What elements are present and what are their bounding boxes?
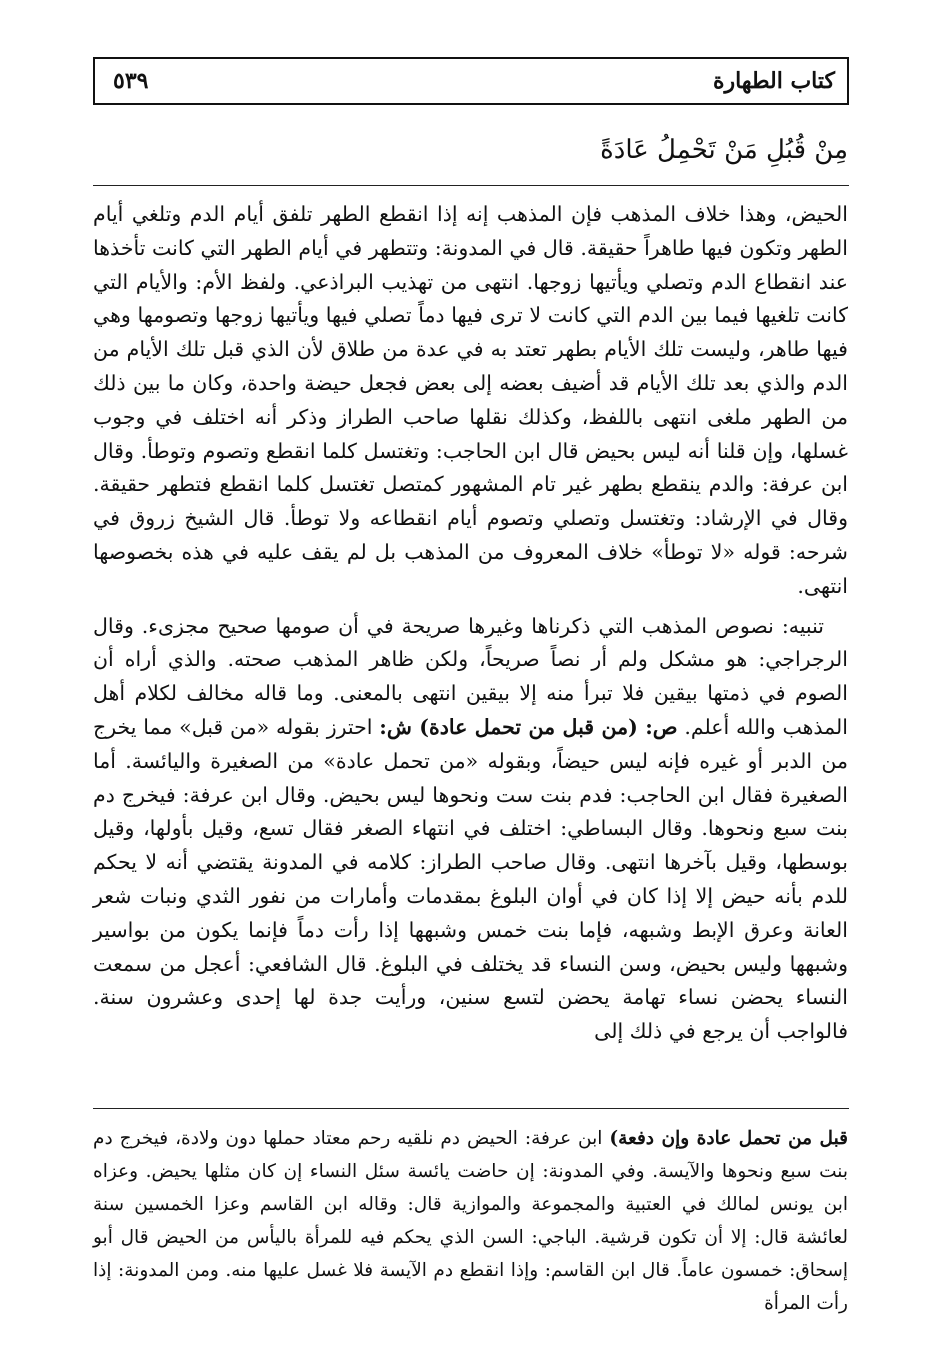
- footnote-lead: قبل من تحمل عادة وإن دفعة): [609, 1128, 848, 1149]
- paragraph-text: تنبيه: نصوص المذهب التي ذكرناها وغيرها صريحة في أن صومها صحيح مجزىء. وقال الرجراجي: هو مشكل ولم أر نصاً صريحاً، ولكن ظاهر المذهب صحته. والذي أراه أن الصوم في ذمتها بيقين فلا تبرأ منه إلا بيقين انتهى بالمعنى. وما قاله مخالف لكلام أهل المذهب والله أعلم.: [93, 613, 848, 739]
- paragraph: [93, 610, 848, 1049]
- top-divider: [93, 185, 849, 186]
- commentary-body: [93, 198, 848, 1049]
- footnote-text: ابن عرفة: الحيض دم نلقيه رحم معتاد حملها دون ولادة، فيخرج دم بنت سبع ونحوها والآيسة. وفي المدونة: إن حاضت يائسة سئل النساء إن كان مثلها يحيض. وعزاه ابن يونس لمالك في العتبية والمجموعة والموازية قال: وقاله ابن القاسم وعزا الخمسين سنة لعائشة قال: إلا أن تكون قرشية. الباجي: السن الذي يحكم فيه للمرأة باليأس من الحيض قال أبو إسحاق: خمسون عاماً. قال ابن القاسم: وإذا انقطع دم الآيسة فلا غسل عليها منه. ومن المدونة: إذا رأت المرأة: [93, 1128, 848, 1314]
- running-header: [93, 57, 849, 105]
- matn-text: مِنْ قُبُلِ مَنْ تَحْمِلُ عَادَةً: [600, 135, 848, 165]
- footnote: [93, 1122, 848, 1320]
- footnote-divider: [93, 1108, 849, 1109]
- paragraph-text: احترز بقوله «من قبل» مما يخرج من الدبر أو غيره فإنه ليس حيضاً، وبقوله «من تحمل عادة» من الصغيرة واليائسة. أما الصغيرة فقال ابن الحاجب: فدم بنت ست ونحوها ليس بحيض. وقال ابن عرفة: فيخرج دم بنت سبع ونحوها. وقال البساطي: اختلف في انتهاء الصغر فقال تسع، وقيل بأولها، وقيل بوسطها، وقيل بآخرها انتهى. وقال صاحب الطراز: كلامه في المدونة يقتضي أنه لا يحكم للدم بأنه حيض إلا إذا كان في أوان البلوغ بمقدمات وأمارات من نفور الثدي ونبات شعر العانة وعرق الإبط وشبهه، فإما بنت خمس وشبهها إذا رأت دماً فإنما يكون من بواسير وشبهها وليس بحيض، وسن النساء قد يختلف في البلوغ. قال الشافعي: أعجل من سمعت النساء يحضن نساء تهامة يحضن لتسع سنين، ورأيت جدة لها إحدى وعشرون سنة. فالواجب أن يرجع في ذلك إلى: [93, 714, 848, 1044]
- paragraph: الحيض، وهذا خلاف المذهب فإن المذهب إنه إذا انقطع الطهر تلفق أيام الدم وتلغي أيام الطهر وتكون فيها طاهراً حقيقة. قال في المدونة: وتتطهر في أيام الطهر التي كانت تأخذها عند انقطاع الدم وتصلي ويأتيها زوجها. انتهى من تهذيب البراذعي. ولفظ الأم: والأيام التي كانت تلغيها فيما بين الدم التي كانت لا ترى فيها دماً تصلي فيها ويأتيها زوجها وتصومها وهي فيها طاهر، وليست تلك الأيام بطهر تعتد به في عدة من طلاق لأن الذي قبل تلك الأيام من الدم والذي بعد تلك الأيام قد أضيف بعضه إلى بعض فجعل حيضة واحدة، وكان ما بين ذلك من الطهر ملغى انتهى باللفظ، وكذلك نقلها صاحب الطراز وذكر أنه اختلف في وجوب غسلها، وإن قلنا أنه ليس بحيض قال ابن الحاجب: وتغتسل كلما انقطع وتصوم وتوطأ. وقال ابن عرفة: والدم ينقطع بطهر غير تام المشهور كمتصل تغتسل كلما انقطع فتطهر حقيقة. وقال في الإرشاد: وتغتسل وتصلي وتصوم أيام انقطاعه ولا توطأ. قال الشيخ زروق في شرحه: قوله «لا توطأ» خلاف المعروف من المذهب بل لم يقف عليه في هذه بخصوصها انتهى.: [93, 202, 848, 598]
- book-title: كتاب الطهارة: [712, 68, 835, 94]
- sad-sharh-marker: ص: (من قبل من تحمل عادة) ش:: [379, 714, 678, 739]
- page-number: ٥٣٩: [113, 68, 149, 94]
